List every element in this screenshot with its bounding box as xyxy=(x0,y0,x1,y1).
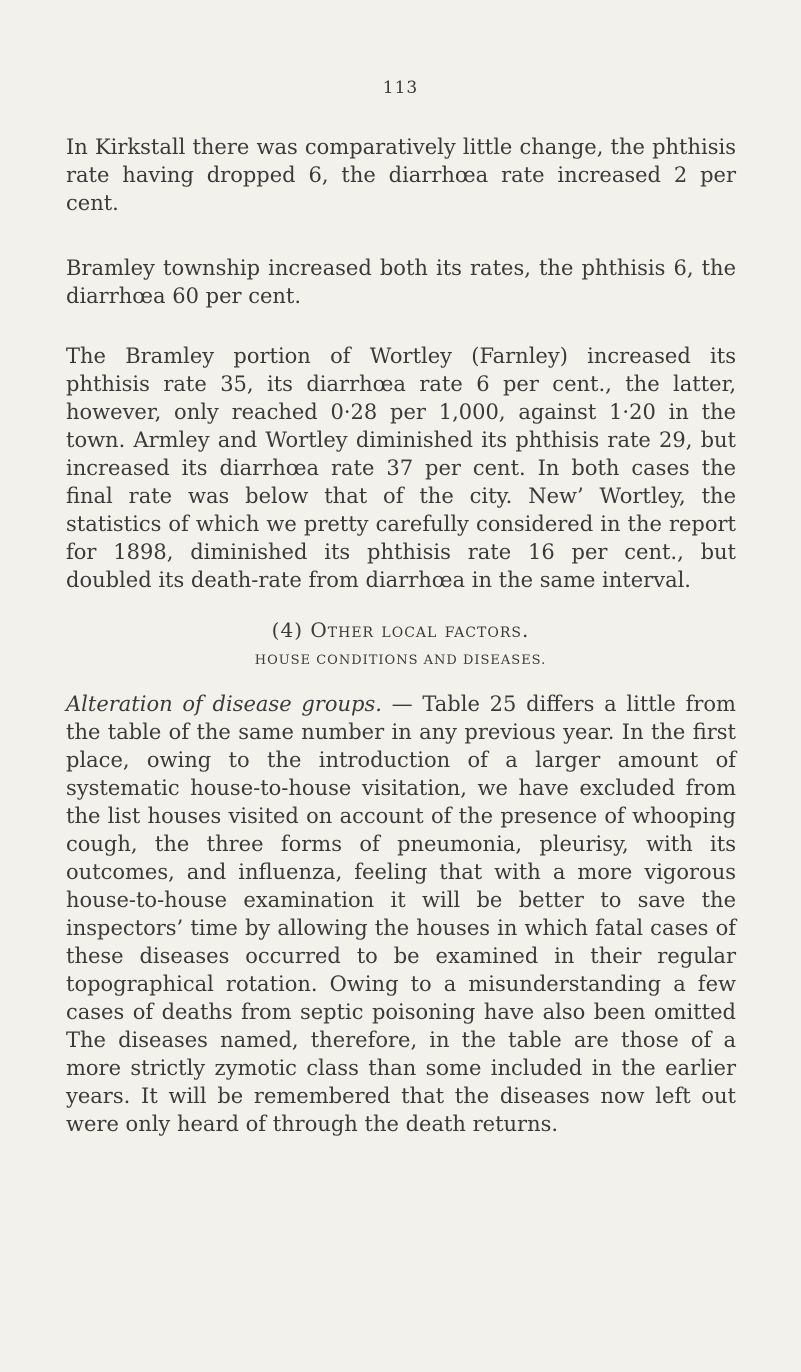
section-subheading: HOUSE CONDITIONS AND DISEASES. xyxy=(254,653,547,668)
section-number: (4) xyxy=(271,618,304,642)
page-number: 113 xyxy=(382,78,419,98)
paragraph-alteration xyxy=(66,690,736,1138)
section-heading xyxy=(0,618,801,642)
section-title: Other local factors. xyxy=(310,618,530,642)
run-in-heading: Alteration of disease groups. xyxy=(66,692,382,716)
paragraph-bramley: Bramley township increased both its rates, the phthisis 6, the diarrhœa 60 per cent. xyxy=(66,256,736,308)
paragraph-alteration-body: — Table 25 differs a little from the table of the same number in any previous year. In the first place, owing to the introduction of a larger amount of systematic house-to-house visitation, we have excluded from the list houses visited on account of the presence of whooping cough, the three forms of pneumonia, pleurisy, with its outcomes, and influenza, feeling that with a more vigorous house-to-house examination it will be better to save the inspectors’ time by allowing the houses in which fatal cases of these diseases occurred to be examined in their regular topographical rotation. Owing to a misunderstanding a few cases of deaths from septic poisoning have also been omitted The diseases named, therefore, in the table are those of a more strictly zymotic class than some included in the earlier years. It will be remembered that the diseases now left out were only heard of through the death returns. xyxy=(66,692,736,1136)
paragraph-wortley: The Bramley portion of Wortley (Farnley) increased its phthisis rate 35, its diarrhœa rate 6 per cent., the latter, however, only reached 0·28 per 1,000, against 1·20 in the town. Armley and Wortley diminished its phthisis rate 29, but increased its diarrhœa rate 37 per cent. In both cases the final rate was below that of the city. New’ Wortley, the statistics of which we pretty carefully considered in the report for 1898, diminished its phthisis rate 16 per cent., but doubled its death-rate from diarrhœa in the same interval. xyxy=(66,344,736,592)
paragraph-kirkstall: In Kirkstall there was comparatively little change, the phthisis rate having dropped 6, the diarrhœa rate increased 2 per cent. xyxy=(66,135,736,215)
